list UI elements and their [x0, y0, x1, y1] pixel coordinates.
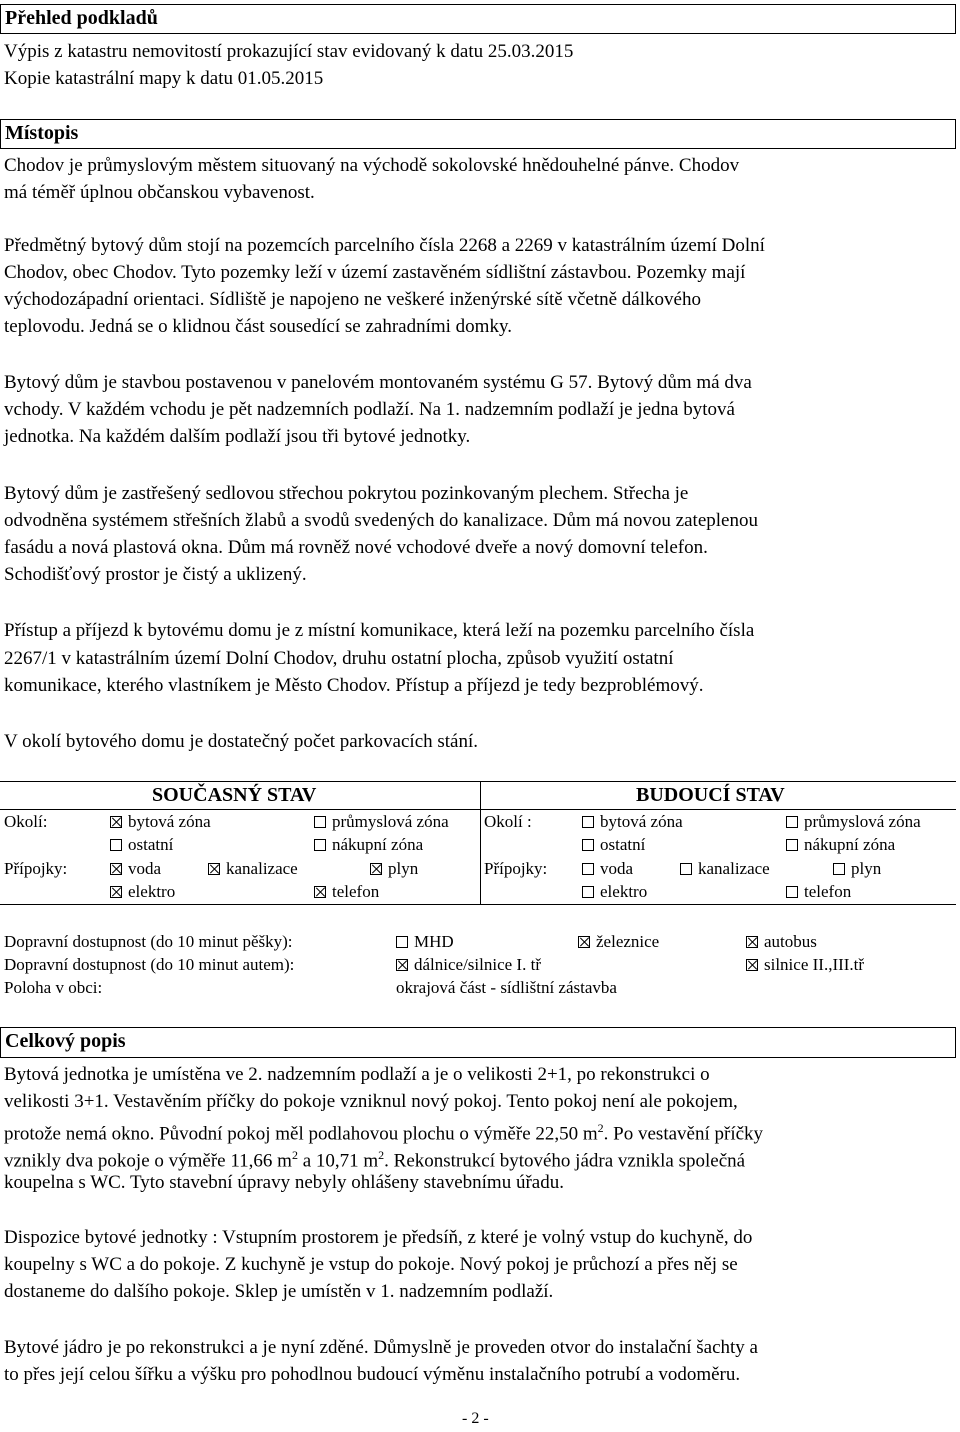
okoli-label-future: Okolí :	[484, 812, 532, 831]
paragraph-line: Bytová jednotka je umístěna ve 2. nadzemním podlaží a je o velikosti 2+1, po rekonstrukci o	[4, 1064, 710, 1085]
section-header-celkovy-popis	[0, 1027, 956, 1058]
paragraph-line: V okolí bytového domu je dostatečný počet parkovacích stání.	[4, 731, 479, 752]
checkbox-checked-icon	[110, 816, 122, 828]
paragraph-line: dostaneme do dalšího pokoje. Sklep je umístěn v 1. nadzemním podlaží.	[4, 1281, 554, 1302]
paragraph-line: Schodišťový prostor je čistý a uklizený.	[4, 564, 307, 585]
section-title: Celkový popis	[5, 1030, 126, 1052]
paragraph-line: Chodov, obec Chodov. Tyto pozemky leží v území zastavěném sídlištní zástavbou. Pozemky mají	[4, 262, 746, 283]
future-prumyslova-zona-option[interactable]: průmyslová zóna	[786, 810, 921, 833]
doprava-autem-label: Dopravní dostupnost (do 10 minut autem):	[4, 955, 295, 974]
paragraph-line: Bytový dům je stavbou postavenou v panelovém montovaném systému G 57. Bytový dům má dva	[4, 372, 752, 393]
checkbox-icon	[833, 863, 845, 875]
future-bytova-zona-option[interactable]: bytová zóna	[582, 810, 683, 833]
paragraph-line: fasádu a nová plastová okna. Dům má rovněž nové vchodové dveře a nový domovní telefon.	[4, 537, 708, 558]
podklady-line: Kopie katastrální mapy k datu 01.05.2015	[4, 68, 324, 89]
checkbox-icon	[110, 839, 122, 851]
paragraph-line: velikosti 3+1. Vestavěním příčky do pokoje vzniknul nový pokoj. Tento pokoj není ale pokojem,	[4, 1091, 738, 1112]
paragraph-line: vchody. V každém vchodu je pět nadzemních podlaží. Na 1. nadzemním podlaží je jedna bytová	[4, 399, 735, 420]
paragraph-line: Přístup a příjezd k bytovému domu je z místní komunikace, která leží na pozemku parcelního čísla	[4, 620, 755, 641]
paragraph-line: vznikly dva pokoje o výměře 11,66 $m^2$ a 10,71 $m^2$. Rekonstrukcí bytového jádra vznikla společná	[4, 1148, 746, 1172]
page-number: - 2 -	[462, 1410, 489, 1427]
checkbox-checked-icon	[314, 886, 326, 898]
checkbox-checked-icon	[578, 936, 590, 948]
table-rule-top	[0, 781, 956, 782]
checkbox-icon	[786, 886, 798, 898]
future-plyn-option[interactable]: plyn	[833, 857, 881, 880]
checkbox-icon	[786, 816, 798, 828]
autobus-option[interactable]: autobus	[746, 930, 817, 953]
checkbox-icon	[582, 839, 594, 851]
mhd-option[interactable]: MHD	[396, 930, 454, 953]
checkbox-icon	[314, 816, 326, 828]
future-voda-option[interactable]: voda	[582, 857, 633, 880]
paragraph-line: Chodov je průmyslovým městem situovaný na východě sokolovské hnědouhelné pánve. Chodov	[4, 155, 740, 176]
checkbox-checked-icon	[370, 863, 382, 875]
section-header-podklady	[0, 4, 956, 34]
paragraph-line: to přes její celou šířku a výšku pro pohodlnou budoucí výměnu instalačního potrubí a vodoměru.	[4, 1364, 741, 1385]
dalnice-option[interactable]: dálnice/silnice I. tř	[396, 953, 541, 976]
paragraph-line: má téměř úplnou občanskou vybavenost.	[4, 182, 315, 203]
paragraph-line: 2267/1 v katastrálním území Dolní Chodov, druhu ostatní plocha, způsob využití ostatní	[4, 648, 674, 669]
doprava-pesky-label: Dopravní dostupnost (do 10 minut pěšky):	[4, 932, 293, 951]
paragraph-line: koupelna s WC. Tyto stavební úpravy nebyly ohlášeny stavebnímu úřadu.	[4, 1172, 564, 1193]
checkbox-checked-icon	[110, 863, 122, 875]
checkbox-checked-icon	[746, 959, 758, 971]
podklady-line: Výpis z katastru nemovitostí prokazující stav evidovaný k datu 25.03.2015	[4, 41, 574, 62]
checkbox-checked-icon	[110, 886, 122, 898]
current-kanalizace-option[interactable]: kanalizace	[208, 857, 298, 880]
future-ostatni-option[interactable]: ostatní	[582, 833, 645, 856]
checkbox-icon	[582, 816, 594, 828]
checkbox-checked-icon	[396, 959, 408, 971]
paragraph-line: komunikace, kterého vlastníkem je Město Chodov. Přístup a příjezd je tedy bezproblémový.	[4, 675, 704, 696]
paragraph-line: odvodněna systémem střešních žlabů a svodů svedených do kanalizace. Dům má novou zateplenou	[4, 510, 758, 531]
checkbox-icon	[582, 863, 594, 875]
paragraph-line: Bytové jádro je po rekonstrukci a je nyní zděné. Důmyslně je proveden otvor do instalační šachty a	[4, 1337, 758, 1358]
checkbox-icon	[396, 936, 408, 948]
checkbox-icon	[582, 886, 594, 898]
future-nakupni-zona-option[interactable]: nákupní zóna	[786, 833, 895, 856]
table-rule-bottom	[0, 904, 956, 905]
current-voda-option[interactable]: voda	[110, 857, 161, 880]
pripojky-label: Přípojky:	[4, 859, 68, 878]
paragraph-line: Bytový dům je zastřešený sedlovou střechou pokrytou pozinkovaným plechem. Střecha je	[4, 483, 689, 504]
current-nakupni-zona-option[interactable]: nákupní zóna	[314, 833, 423, 856]
paragraph-line: jednotka. Na každém dalším podlaží jsou tři bytové jednotky.	[4, 426, 471, 447]
paragraph-line: koupelny s WC a do pokoje. Z kuchyně je vstup do pokoje. Nový pokoj je průchozí a přes něj se	[4, 1254, 738, 1275]
section-title: Místopis	[5, 122, 79, 144]
current-telefon-option[interactable]: telefon	[314, 880, 379, 903]
paragraph-line: Předmětný bytový dům stojí na pozemcích parcelního čísla 2268 a 2269 v katastrálním území Dolní	[4, 235, 765, 256]
paragraph-line: Dispozice bytové jednotky : Vstupním prostorem je předsíň, z které je volný vstup do kuchyně, do	[4, 1227, 753, 1248]
paragraph-line: východozápadní orientaci. Sídliště je napojeno ne veškeré inženýrské sítě včetně dálkového	[4, 289, 701, 310]
poloha-value: okrajová část - sídlištní zástavba	[396, 978, 617, 997]
checkbox-icon	[786, 839, 798, 851]
future-kanalizace-option[interactable]: kanalizace	[680, 857, 770, 880]
okoli-label: Okolí:	[4, 812, 48, 831]
zeleznice-option[interactable]: železnice	[578, 930, 659, 953]
future-telefon-option[interactable]: telefon	[786, 880, 851, 903]
pripojky-label-future: Přípojky:	[484, 859, 548, 878]
current-prumyslova-zona-option[interactable]: průmyslová zóna	[314, 810, 449, 833]
paragraph-line: protože nemá okno. Původní pokoj měl podlahovou plochu o výměře 22,50 $m^2$. Po vestavění příčky	[4, 1121, 764, 1145]
future-elektro-option[interactable]: elektro	[582, 880, 647, 903]
silnice-option[interactable]: silnice II.,III.tř	[746, 953, 864, 976]
current-plyn-option[interactable]: plyn	[370, 857, 418, 880]
current-bytova-zona-option[interactable]: bytová zóna	[110, 810, 211, 833]
current-elektro-option[interactable]: elektro	[110, 880, 175, 903]
current-state-title: SOUČASNÝ STAV	[152, 784, 317, 806]
checkbox-icon	[680, 863, 692, 875]
future-state-title: BUDOUCÍ STAV	[636, 784, 785, 806]
poloha-label: Poloha v obci:	[4, 978, 103, 997]
current-ostatni-option[interactable]: ostatní	[110, 833, 173, 856]
paragraph-line: teplovodu. Jedná se o klidnou část sousedící se zahradními domky.	[4, 316, 512, 337]
checkbox-checked-icon	[208, 863, 220, 875]
section-title: Přehled podkladů	[5, 7, 158, 29]
section-header-mistopis	[0, 119, 956, 149]
table-divider	[480, 781, 481, 905]
checkbox-icon	[314, 839, 326, 851]
checkbox-checked-icon	[746, 936, 758, 948]
